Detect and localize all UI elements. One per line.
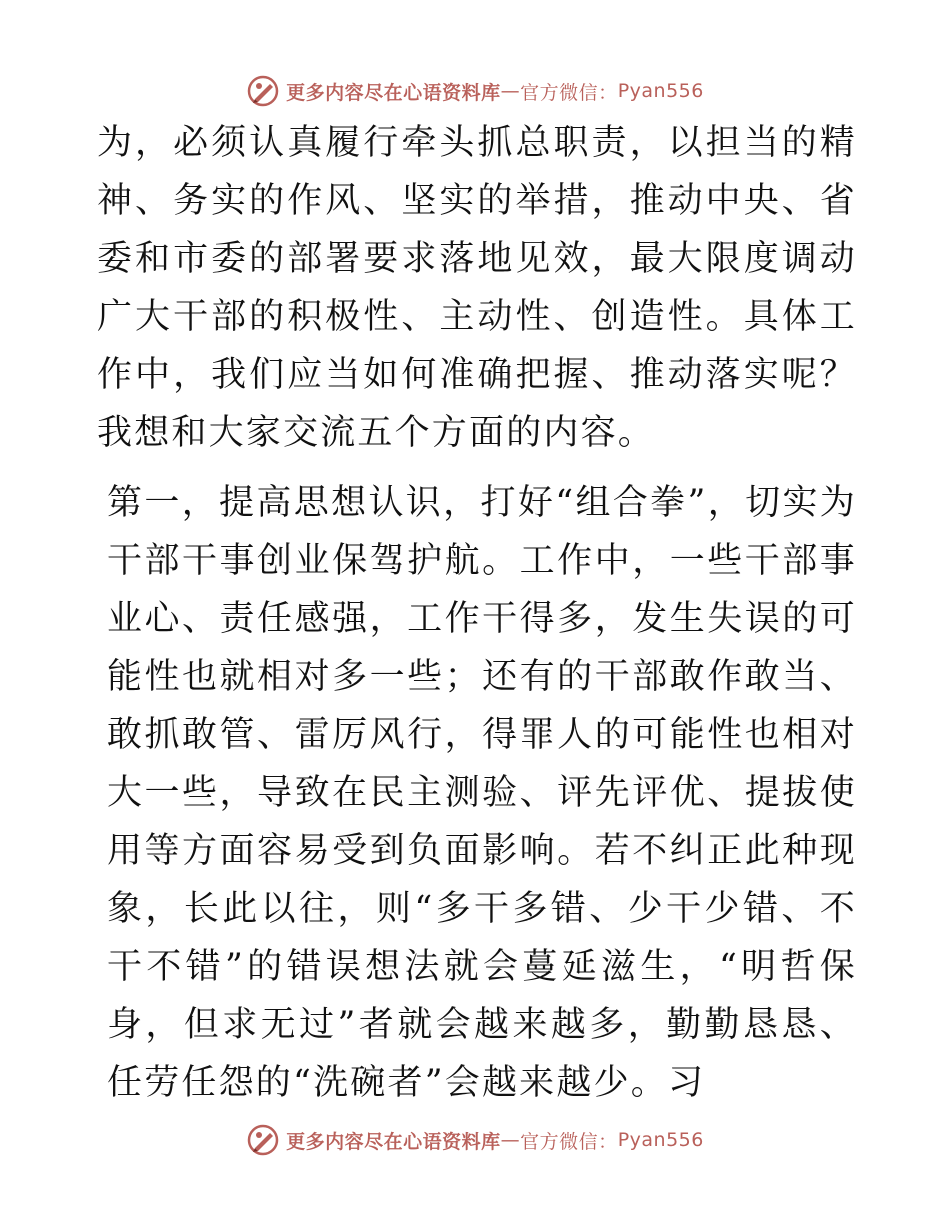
watermark-wechat-label: 官方微信： <box>520 1130 618 1153</box>
paragraph-1: 为，必须认真履行牵头抓总职责，以担当的精神、务实的作风、坚实的举措，推动中央、省委和市委的部署要求落地见效，最大限度调动广大干部的积极性、主动性、创造性。具体工作中，我们应当如何准确把握、推动落实呢？ 我想和大家交流五个方面的内容。 <box>97 123 857 453</box>
footer-watermark <box>0 1120 950 1160</box>
paragraph-2: 第一，提高思想认识，打好“组合拳”，切实为干部干事创业保驾护航。工作中，一些干部事业心、责任感强，工作干得多，发生失误的可能性也就相对多一些；还有的干部敢作敢当、敢抓敢管、雷厉风行，得罪人的可能性也相对大一些，导致在民主测验、评先评优、提拔使用等方面容易受到负面影响。若不纠正此种现象，长此以往，则“多干多错、少干少错、不干不错”的错误想法就会蔓延滋生，“明哲保身，但求无过”者就会越来越多，勤勤恳恳、任劳任怨的“洗碗者”会越来越少。习 <box>107 483 857 1103</box>
watermark-main-text: 更多内容尽在心语资料库 <box>286 81 501 104</box>
watermark-wechat-label: 官方微信： <box>520 81 618 104</box>
pen-logo-icon <box>246 74 280 108</box>
watermark-wechat-id: Pyan556 <box>617 1129 704 1151</box>
watermark-dash: — <box>500 80 521 102</box>
document-body <box>97 114 857 1112</box>
pen-logo-icon <box>246 1123 280 1157</box>
watermark-dash: — <box>500 1129 521 1151</box>
header-watermark <box>0 71 950 111</box>
watermark-main-text: 更多内容尽在心语资料库 <box>286 1130 501 1153</box>
watermark-wechat-id: Pyan556 <box>617 80 704 102</box>
